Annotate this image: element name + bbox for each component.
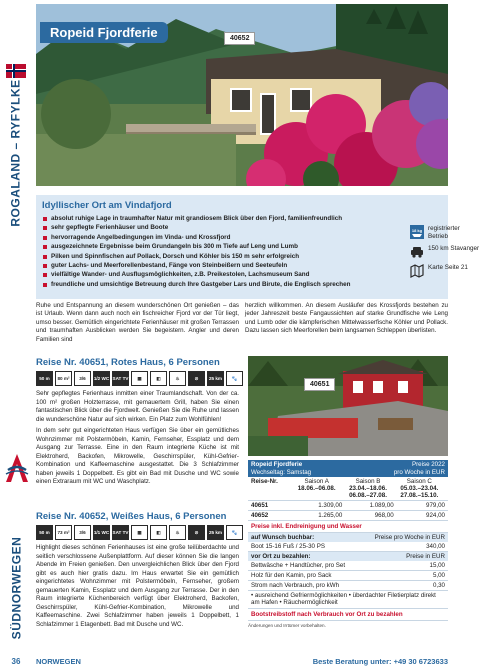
table-row: 40652 1.265,00 968,00 924,00 xyxy=(248,511,448,521)
list-item: freundliche und umsichtige Betreuung durch Ihre Gastgeber Lars und Birute, die Englisch sprechen xyxy=(42,280,442,289)
footer-section: NORWEGEN xyxy=(36,656,81,666)
price-table-subheader xyxy=(248,469,448,477)
footer-contact: Beste Beratung unter: +49 30 6723633 xyxy=(312,656,448,666)
intro-left: Ruhe und Entspannung an diesem wunderschönen Ort genießen – das ist Urlaub. Wenn dann auch noch ein fischreicher Fjord vor der Tür liegt, umso besser. Gemütlich eingerichtete Ferienhäuser mit großen Terrassen und traumhaften Ausblicken werden Sie begeistern. Angler und deren Familien sind xyxy=(36,302,239,343)
local-costs-header: vor Ort zu bezahlen: Preise in EUR xyxy=(248,552,448,561)
sat-tv-icon: SAT TV xyxy=(112,371,129,386)
disclaimer: Änderungen und Irrtümer vorbehalten. xyxy=(248,622,326,628)
bath-wc-icon: 1/2 WC xyxy=(93,371,110,386)
distance-item xyxy=(410,245,480,259)
dishwasher-icon: ▦ xyxy=(131,371,148,386)
bedrooms-icon: 3/6 xyxy=(74,371,91,386)
table-row: 40651 1.309,00 1.089,00 979,00 xyxy=(248,501,448,511)
region-label: ROGALAND – RYFYLKE xyxy=(9,79,24,227)
pet-icon: 🐾 xyxy=(226,371,243,386)
intro-text xyxy=(36,302,448,344)
season-header-row xyxy=(248,477,448,501)
distance-water-icon: 50 m xyxy=(36,525,53,540)
list-item: sehr gepflegte Ferienhäuser und Boote xyxy=(42,223,442,232)
map-item xyxy=(410,264,480,278)
offer-desc-40651 xyxy=(36,390,239,487)
extra-item: Boot 15-16 Fuß / 25-30 PS 340,00 xyxy=(248,542,448,552)
price-table-name: Ropeid Fjordferie xyxy=(251,461,303,468)
side-info xyxy=(410,225,480,283)
bedrooms-icon: 3/6 xyxy=(74,525,91,540)
list-item: ausgezeichnete Ergebnisse beim Grundangeln bis 300 m Tiefe auf Leng und Lumb xyxy=(42,242,442,251)
list-item: hervorragende Angelbedingungen im Vinda- und Krossfjord xyxy=(42,233,442,242)
offer-desc-paragraph: Sehr gepflegtes Ferienhaus inmitten einer Traumlandschaft. Von der ca. 100 m² großen Holzterrasse, mit gemauertem Grill, haben Sie einen fantastischen Blick über die Fjordwelt. Genießen Sie die Ruhe und lassen die wunderschöne Natur auf sich wirken. Ein Platz zum Wohlfühlen! xyxy=(36,390,239,423)
page-footer xyxy=(0,650,480,672)
no-smoking-icon: ⊘ xyxy=(188,371,205,386)
distance-text: 150 km Stavanger xyxy=(428,245,480,253)
photo-id-tag: 40651 xyxy=(304,378,335,391)
local-cost-item: Holz für den Kamin, pro Sack 5,00 xyxy=(248,571,448,581)
microwave-icon: ◧ xyxy=(150,525,167,540)
price-inclusions: Preise inkl. Endreinigung und Wasser xyxy=(248,521,448,533)
map-icon xyxy=(410,264,424,278)
price-table-header xyxy=(248,460,448,469)
fireplace-icon: ♨ xyxy=(169,371,186,386)
page-number: 36 xyxy=(11,656,21,666)
price-table-year: Preise 2022 xyxy=(411,461,445,468)
column-header: Reise-Nr. xyxy=(251,478,278,485)
registered-item xyxy=(410,225,480,240)
photo-id-tag: 40652 xyxy=(224,32,255,45)
intro-right: herzlich willkommen. An diesem Ausläufer des Krossfjords bestehen zu jeder Jahreszeit beste Fangaussichten auf starke Grundfische wie Leng und Lumb oder die kämpferischen Mittelwasserfische Köhler und Pollack. Dazu lassen sich Meerforellen beim langsamen Schleppen überlisten. xyxy=(245,302,448,335)
area-icon: 73 m² xyxy=(55,525,72,540)
offer-desc-paragraph: In dem sehr gut eingerichteten Haus verfügen Sie über ein gemütliches Wohnzimmer mit Polstermöbeln, Kamin, Fernseher, Essplatz und dem Ausgang zur Terrasse. Eine in den Raum integrierte Küche ist mit Elektroherd, Backofen, Mikrowelle, Geschirrspüler, Kühl-Gefrier-Kombination und Kaffeemaschine ausgestattet. Die 3 Schlafzimmer haben jeweils 1 Doppelbett. Es gibt ein Bad mit Dusche und WC sowie einen Extraraum mit WC und Waschplatz. xyxy=(36,427,239,485)
price-table xyxy=(248,460,448,630)
shop-distance-icon: 25 km xyxy=(207,371,224,386)
house-photo-40651 xyxy=(248,356,448,456)
highlights-list xyxy=(42,214,442,289)
boat-badge-text: 18 kg xyxy=(411,228,423,233)
highlights-box xyxy=(36,195,480,299)
local-cost-item: Bettwäsche + Handtücher, pro Set 15,00 xyxy=(248,561,448,571)
amenity-icons-40651 xyxy=(36,371,243,386)
sidebar xyxy=(0,0,32,672)
local-cost-item: Strom nach Verbrauch, pro kWh 0,30 xyxy=(248,581,448,591)
no-smoking-icon: ⊘ xyxy=(188,525,205,540)
season-c-header: Saison C 05.03.–23.04. 27.08.–15.10. xyxy=(400,478,439,499)
amenity-icons-40652 xyxy=(36,525,243,540)
offer-title-40651: Reise Nr. 40651, Rotes Haus, 6 Personen xyxy=(36,357,220,368)
hero-title: Ropeid Fjordferie xyxy=(40,22,168,43)
map-text: Karte Seite 21 xyxy=(428,264,468,272)
facilities-note: • ausreichend Gefriermöglichkeiten • überdachter Filetierplatz direkt am Hafen • Räuchermöglichkeit xyxy=(248,591,448,609)
list-item: Pilken und Spinnfischen auf Pollack, Dorsch und Köhler bis 150 m sehr erfolgreich xyxy=(42,252,442,261)
bath-wc-icon: 1/1 WC xyxy=(93,525,110,540)
offer-title-40652: Reise Nr. 40652, Weißes Haus, 6 Personen xyxy=(36,511,227,522)
fireplace-icon: ♨ xyxy=(169,525,186,540)
norway-flag-icon xyxy=(6,64,26,78)
country-label: SÜDNORWEGEN xyxy=(9,536,23,640)
microwave-icon: ◧ xyxy=(150,371,167,386)
sat-tv-icon: SAT TV xyxy=(112,525,129,540)
offer-desc-40652: Highlight dieses schönen Ferienhauses ist eine große teilüberdachte und seitlich verschlossene Außenplattform. Auf dieser können Sie die langen Abende im Freien genießen. Den unvergleichlichen Blick über den Fjord gibt es auch hier gratis dazu. Im Haus erwartet Sie ein gemütlich eingerichtetes Wohnzimmer mit Polstermöbeln, Fernseher, großem gemauerten Kamin, Essplatz und dem Ausgang zur Terrasse. Der in den Raum integrierte Küchenbereich verfügt über Elektroherd, Backofen, Geschirrspüler, Kühl-Gefrier-Kombination, Mikrowelle und Kaffeemaschine. Zwei Schlafzimmer haben jeweils 1 Doppelbett, 1 Schlafzimmer 1 Etagenbett. Bad mit Dusche und WC. xyxy=(36,544,239,628)
dishwasher-icon: ▦ xyxy=(131,525,148,540)
bookable-extras-header: auf Wunsch buchbar: Preise pro Woche in EUR xyxy=(248,533,448,542)
changeover-day: Wechseltag: Samstag xyxy=(251,469,312,476)
area-icon: 80 m² xyxy=(55,371,72,386)
price-unit: pro Woche in EUR xyxy=(393,469,445,476)
distance-water-icon: 50 m xyxy=(36,371,53,386)
list-item: guter Lachs- und Meerforellenbestand, Fänge von Steinbeißern und Seeteufeln xyxy=(42,261,442,270)
brand-logo-icon xyxy=(4,452,30,484)
shop-distance-icon: 25 km xyxy=(207,525,224,540)
boat-icon xyxy=(410,225,424,239)
list-item: vielfältige Wander- und Ausflugsmöglichkeiten, z.B. Preikestolen, Lachsmuseum Sand xyxy=(42,270,442,279)
season-a-header: Saison A 18.06.–06.08. xyxy=(297,478,336,492)
highlights-heading: Idyllischer Ort am Vindafjord xyxy=(42,200,172,211)
list-item: absolut ruhige Lage in traumhafter Natur mit grandiosem Blick über den Fjord, familienfreundlich xyxy=(42,214,442,223)
registered-text: registrierter Betrieb xyxy=(428,225,460,240)
season-b-header: Saison B 23.04.–18.06. 06.08.–27.08. xyxy=(349,478,387,499)
car-icon xyxy=(410,245,424,259)
pet-icon: 🐾 xyxy=(226,525,243,540)
fuel-note: Bootstreibstoff nach Verbrauch vor Ort zu bezahlen xyxy=(248,609,448,621)
hero-photo xyxy=(36,4,448,186)
